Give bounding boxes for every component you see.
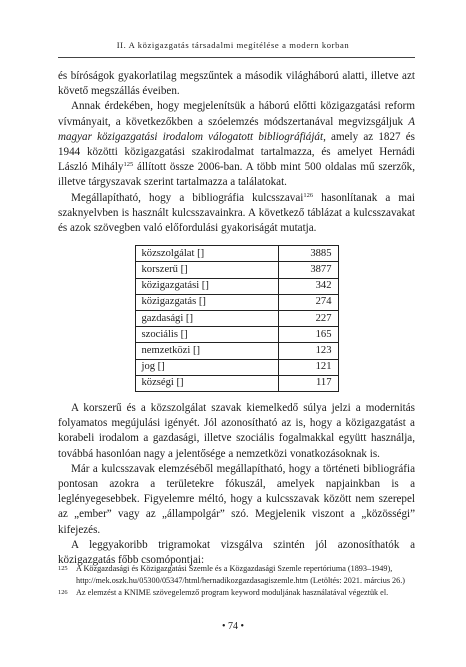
- count-cell: 123: [278, 343, 338, 359]
- table-row: [135, 327, 338, 343]
- paragraph-3-text-a: Megállapítható, hogy a bibliográfia kulcsszavai: [71, 191, 304, 204]
- footnote-number: 126: [58, 589, 68, 596]
- paragraph-1: és bíróságok gyakorlatilag megszűntek a második világháború alatti, illetve azt követő megszállás éveiben.: [58, 70, 415, 98]
- running-header: II. A közigazgatás társadalmi megítélése a modern korban: [116, 40, 350, 50]
- table-row: [135, 359, 338, 375]
- keyword-cell: közigazgatási []: [135, 278, 278, 294]
- bibliography-title: A magyar közigazgatási irodalom válogatott bibliográfiáját: [58, 115, 415, 143]
- body-text: [58, 69, 415, 568]
- footnotes: [58, 563, 415, 600]
- keyword-cell: közszolgálat []: [135, 246, 278, 262]
- keyword-cell: korszerű []: [135, 262, 278, 278]
- table-row: [135, 262, 338, 278]
- table-row: [135, 278, 338, 294]
- footnote-text: Az elemzést a KNIME szövegelemző program keyword moduljának használatával végeztük el.: [76, 588, 389, 597]
- page-number: • 74 •: [221, 621, 244, 632]
- paragraph-5: Már a kulcsszavak elemzéséből megállapítható, hogy a történeti bibliográfia pontosan azokra a területekre fókuszál, amelyek napjainkban is a leglényegesebbek. Figyelemre méltó, hogy a kulcsszavak között nem szerepel az „ember” vagy az „állampolgár” szó. Megjelenik viszont a „közösségi” kifejezés.: [58, 462, 415, 536]
- footnote: [58, 587, 415, 599]
- footnote-number: 125: [58, 565, 68, 572]
- header-rule: [58, 57, 415, 58]
- paragraph-3: [58, 191, 415, 237]
- footnote-text: A Közgazdasági és Közigazgatási Szemle és a Közgazdasági Szemle repertóriuma (1893–1949), http://mek.oszk.hu/05300/05347/html/hernadikozgazdasagiszemle.htm (Letöltés: 2021. március 26.): [76, 564, 406, 585]
- paragraph-6: A leggyakoribb trigramokat vizsgálva szintén jól azonosíthatók a közigazgatás főbb csomópontjai:: [58, 538, 415, 566]
- footnote: [58, 563, 415, 586]
- count-cell: 342: [278, 278, 338, 294]
- paragraph-2-text-b: , amely az 1827 és 1944 közötti közigazgatási szakirodalmat tartalmazza, és amelyet Hernádi László Mihály: [58, 130, 415, 174]
- footnote-ref-126: 126: [303, 191, 314, 199]
- count-cell: 121: [278, 359, 338, 375]
- count-cell: 227: [278, 310, 338, 326]
- table-row: [135, 294, 338, 310]
- count-cell: 3885: [278, 246, 338, 262]
- paragraph-4: A korszerű és a közszolgálat szavak kiemelkedő súlya jelzi a modernitás folyamatos megújulási igényét. Jól azonosítható az is, hogy a közigazgatást a korabeli irodalom a gazdasági, illetve szociális fogalmakkal együtt használja, továbbá hasonlóan nagy a jelentősége a nemzetközi vonatkozásoknak is.: [58, 401, 415, 460]
- keyword-cell: szociális []: [135, 327, 278, 343]
- table-row: [135, 375, 338, 391]
- count-cell: 274: [278, 294, 338, 310]
- count-cell: 3877: [278, 262, 338, 278]
- paragraph-3-text-b: hasonlítanak a mai szaknyelvben is használt kulcsszavainkra. A következő táblázat a kulcsszavakat és azok szövegben való előfordulási gyakoriságát mutatja.: [58, 191, 415, 235]
- keyword-cell: nemzetközi []: [135, 343, 278, 359]
- paragraph-2: [58, 99, 415, 190]
- keyword-frequency-table: [135, 245, 339, 392]
- keyword-cell: jog []: [135, 359, 278, 375]
- keyword-cell: közigazgatás []: [135, 294, 278, 310]
- count-cell: 165: [278, 327, 338, 343]
- paragraph-2-text-c: állított össze 2006-ban. A több mint 500 oldalas mű szerzők, illetve tárgyszavak szerint tartalmazza a találatokat.: [58, 161, 415, 189]
- count-cell: 117: [278, 375, 338, 391]
- keyword-cell: községi []: [135, 375, 278, 391]
- keyword-cell: gazdasági []: [135, 310, 278, 326]
- table-row: [135, 310, 338, 326]
- footnote-ref-125: 125: [123, 161, 134, 169]
- table-row: [135, 343, 338, 359]
- paragraph-2-text-a: Annak érdekében, hogy megjelenítsük a háború előtti közigazgatási reform vívmányait, a következőkben a szóelemzés módszertanával megvizsgáljuk: [58, 100, 415, 128]
- table-row: [135, 246, 338, 262]
